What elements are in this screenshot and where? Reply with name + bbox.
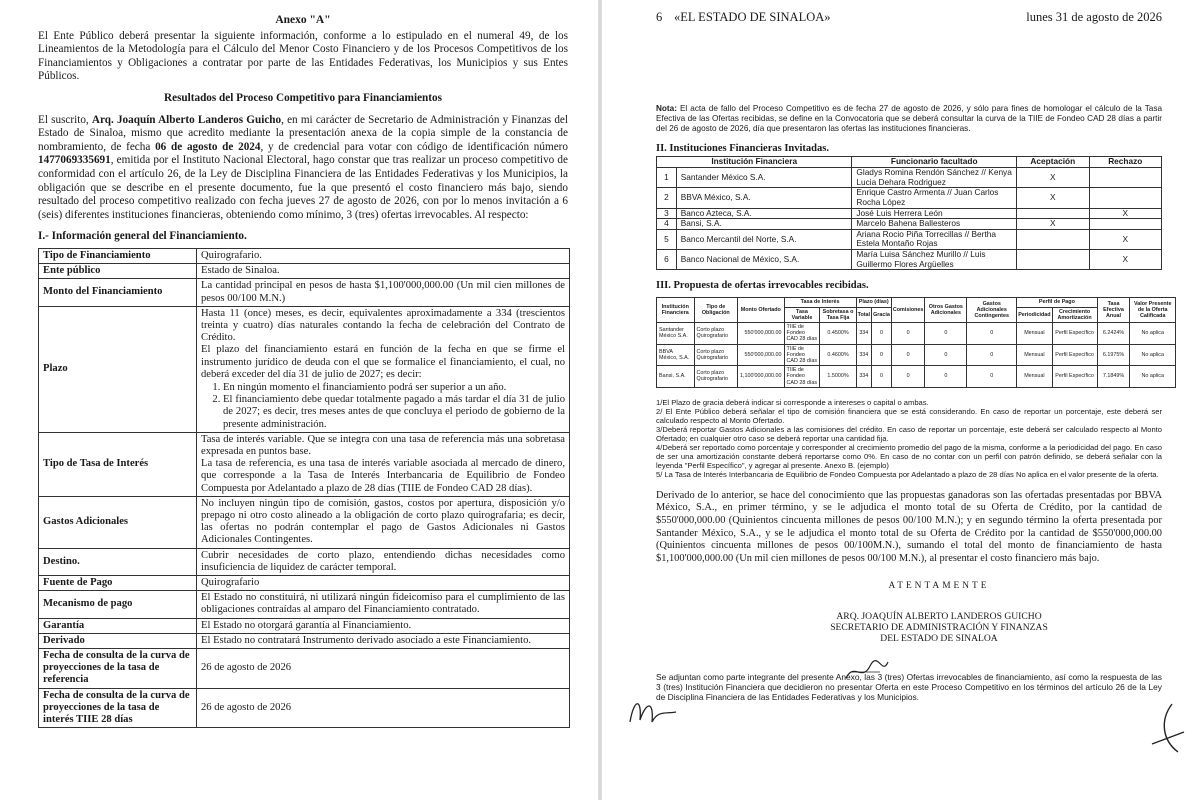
closing-label: ATENTAMENTE	[888, 581, 990, 592]
acceptance-mark	[1017, 229, 1089, 249]
left-page-content	[38, 14, 568, 728]
offer-present-value: No aplica	[1130, 344, 1176, 366]
acceptance-mark: X	[1017, 168, 1089, 188]
row-value: Quirografario.	[197, 248, 570, 263]
section-3-title: III. Propuesta de ofertas irrevocables recibidas.	[656, 280, 869, 292]
row-value: 26 de agosto de 2026	[197, 649, 570, 689]
statement-text-c: , y de credencial para votar con código de identificación número	[260, 140, 568, 153]
rejection-mark: X	[1089, 229, 1161, 249]
signature-block	[716, 611, 1162, 644]
table-row	[657, 188, 1162, 208]
authorized-officer: Ariana Rocio Piña Torrecillas // Bertha Estela Montaño Rojas	[852, 229, 1017, 249]
offer-type: Corto plazo Quirografario	[694, 322, 738, 344]
note-paragraph	[656, 104, 1162, 134]
statement-text-a: , en mi carácter de	[281, 113, 369, 126]
institution-name: BBVA México, S.A.	[676, 188, 852, 208]
offer-fees: 0	[891, 322, 925, 344]
offer-amount: 550'000,000.00	[738, 344, 785, 366]
offer-variable-rate: TIIE de Fondeo CAD 28 días	[784, 366, 820, 388]
rejection-mark: X	[1089, 249, 1161, 269]
table-row	[39, 688, 570, 728]
row-number: 4	[657, 219, 677, 230]
offer-effective-rate: 6.1975%	[1097, 344, 1130, 366]
column-header: Institución Financiera	[657, 298, 695, 323]
table-row	[39, 575, 570, 590]
row-key: Derivado	[39, 633, 197, 648]
table-row	[39, 279, 570, 306]
list-item: 2. El financiamiento debe quedar totalmente pagado a más tardar el día 31 de julio de 2027; es decir, tres meses antes de que concluya el periodo de gobierno de la presente administración.	[223, 394, 565, 431]
offer-effective-rate: 6.2424%	[1097, 322, 1130, 344]
section-1-title: I.- Información general del Financiamiento.	[38, 230, 247, 243]
footnote: 5/ La Tasa de Interés Interbancaria de Equilibrio de Fondeo Compuesta por Adelantado a plazo de 28 días No aplica en el valor presente de la oferta.	[656, 469, 1159, 479]
column-header: Tasa Variable	[784, 307, 820, 322]
column-header: Otros Gastos Adicionales	[925, 298, 967, 323]
initials-scribble-icon	[624, 692, 684, 732]
institution-name: Banco Mercantil del Norte, S.A.	[676, 229, 852, 249]
tasa-p1: Tasa de interés variable. Que se integra con una tasa de referencia más una sobretasa expresada en puntos base.	[201, 433, 565, 457]
row-key: Gastos Adicionales	[39, 496, 197, 548]
column-header: Gracia	[872, 307, 892, 322]
row-number: 6	[657, 249, 677, 269]
row-key: Destino.	[39, 548, 197, 575]
plazo-p2: El plazo del financiamiento estará en función de la fecha en que se firme el instrumento jurídico de deuda con el que se formalice el financiamiento, el cual, no deberá exceder del día 31 de julio de 2027; es decir:	[201, 344, 565, 380]
signer-name: Arq. Joaquín Alberto Landeros Guicho	[91, 113, 282, 126]
table-row	[39, 264, 570, 279]
acceptance-mark: X	[1017, 188, 1089, 208]
table-row	[657, 366, 1176, 388]
row-key: Plazo	[39, 306, 197, 432]
acceptance-mark: X	[1017, 219, 1089, 230]
table-row	[657, 168, 1162, 188]
annex-note: Se adjuntan como parte integrante del presente Anexo, las 3 (tres) Ofertas irrevocables de financiamiento, así como la respuesta de las 3 (tres) Institución Financiera que decidieron no presentar Oferta en este Proceso Competitivo en los términos del artículo 26 de la Ley de Disciplina Financiera de las Entidades Federativas y los Municipios.	[656, 671, 1162, 702]
offer-periodicity: Mensual	[1017, 366, 1052, 388]
row-value: Estado de Sinaloa.	[197, 264, 570, 279]
row-value: El Estado no contratará Instrumento derivado asociado a este Financiamiento.	[197, 633, 570, 648]
row-key: Garantía	[39, 618, 197, 633]
table-row	[657, 249, 1162, 269]
offer-amortization-growth: Perfil Específico	[1052, 366, 1097, 388]
plazo-p1: Hasta 11 (once) meses, es decir, equivalentes aproximadamente a 334 (trescientos treinta y cuatro) días naturales contando la fecha de celebración del Contrato de Crédito.	[201, 307, 565, 344]
acceptance-mark	[1017, 249, 1089, 269]
section-2-title: II. Instituciones Financieras Invitadas.	[656, 143, 829, 154]
column-header: Plazo (días)	[856, 298, 891, 307]
note-text: El acta de fallo del Proceso Competitivo es de fecha 27 de agosto de 2026, y sólo para fines de homologar el cálculo de la Tasa Efectiva de las Ofertas recibidas, se define en la Convocatoria que se deberá consultar la curva de la TIIE de Fondeo CAD 28 días a partir del 26 de agosto de 2026, día que presentaron las ofertas las instituciones financieras.	[656, 104, 1162, 133]
offer-amount: 550'000,000.00	[738, 322, 785, 344]
table-header-row	[657, 157, 1162, 168]
column-header: Institución Financiera	[657, 157, 852, 168]
offer-periodicity: Mensual	[1017, 344, 1052, 366]
column-header: Crecimiento Amortización	[1052, 307, 1097, 322]
offer-amortization-growth: Perfil Específico	[1052, 322, 1097, 344]
row-value	[197, 306, 570, 432]
table-row	[39, 306, 570, 432]
authorized-officer: Gladys Romina Rendón Sánchez // Kenya Lucia Dehara Rodriguez	[852, 168, 1017, 188]
footnote: 3/Deberá reportar Gastos Adicionales a las comisiones del crédito. En caso de reportar un porcentaje, este deberá ser calculado respecto al Monto Ofertado; en cualquier otro caso se deberá reportar una cantidad fija.	[656, 424, 1162, 443]
column-header: Funcionario facultado	[852, 157, 1017, 168]
conclusion-paragraph: Derivado de lo anterior, se hace del conocimiento que las propuestas ganadoras son las ofertadas presentadas por BBVA México, S.A., en primer término, y se le adjudica el monto total de su Oferta de Crédito, por la cantidad de $550'000,000.00 (Quinientos cincuenta millones de pesos 00/100 M.N.); y en segundo término la oferta presentada por Santander México, S.A., y se le adjudica el monto total de su Oferta de Crédito por la cantidad de $550'000,000.00 (Quinientos cincuenta millones de pesos 00/100M.N.), sumando el total del monto de financiamiento de hasta $1,100'000,000.00 (Un mil cien millones de pesos 00/100 M.N.), al presentar el costo financiero más bajo.	[656, 489, 1162, 564]
row-value: Quirografario	[197, 575, 570, 590]
footnotes	[656, 398, 1162, 479]
table-row	[657, 344, 1176, 366]
table-row	[39, 548, 570, 575]
table-row	[657, 208, 1162, 219]
table-row	[39, 591, 570, 618]
table-row	[39, 248, 570, 263]
column-header: Monto Ofertado	[738, 298, 785, 323]
offer-grace: 0	[872, 344, 892, 366]
rejection-mark	[1089, 188, 1161, 208]
column-header: Comisiones	[891, 298, 925, 323]
column-header: Total	[856, 307, 871, 322]
row-number: 1	[657, 168, 677, 188]
offer-term-total: 334	[856, 366, 871, 388]
signer-name: ARQ. JOAQUÍN ALBERTO LANDEROS GUICHO	[836, 610, 1042, 622]
offer-grace: 0	[872, 322, 892, 344]
offer-other-costs: 0	[925, 366, 967, 388]
intro-paragraph: El Ente Público deberá presentar la siguiente información, conforme a lo estipulado en el numeral 49, de los Lineamientos de la Metodología para el Cálculo del Menor Costo Financiero y de los Procesos Competitivos de los Financiamientos y Obligaciones a contratar por parte de las Entidades Federativas, los Municipios y sus Entes Públicos.	[38, 29, 568, 83]
table-row	[39, 649, 570, 689]
offer-grace: 0	[872, 366, 892, 388]
column-header: Aceptación	[1017, 157, 1089, 168]
statement-text-pre: El suscrito,	[38, 113, 92, 126]
row-value: El Estado no constituirá, ni utilizará ningún fideicomiso para el cumplimiento de las obligaciones contraídas al amparo del Financiamiento contratado.	[197, 591, 570, 618]
offer-fees: 0	[891, 366, 925, 388]
signer-entity: DEL ESTADO DE SINALOA	[880, 632, 998, 644]
row-number: 3	[657, 208, 677, 219]
row-key: Fecha de consulta de la curva de proyecciones de la tasa de interés TIIE 28 días	[39, 688, 197, 728]
column-header: Gastos Adicionales Contingentes	[967, 298, 1017, 323]
appointment-date: 06 de agosto de 2024	[155, 140, 261, 153]
offer-amount: 1,100'000,000.00	[738, 366, 785, 388]
offer-contingent-costs: 0	[967, 366, 1017, 388]
authorized-officer: María Luisa Sánchez Murillo // Luis Guillermo Flores Argüelles	[852, 249, 1017, 269]
page-number: 6	[656, 10, 663, 24]
acceptance-mark	[1017, 208, 1089, 219]
offer-fees: 0	[891, 344, 925, 366]
financing-info-table	[38, 248, 570, 728]
table-row	[657, 322, 1176, 344]
row-value: Cubrir necesidades de corto plazo, entendiendo dichas necesidades como insuficiencia de liquidez de carácter temporal.	[197, 548, 570, 575]
authorized-officer: Enrique Castro Armenta // Juan Carlos Rocha López	[852, 188, 1017, 208]
institution-name: Santander México S.A.	[676, 168, 852, 188]
offer-spread: 0.4600%	[820, 344, 856, 366]
footnote: 2/ El Ente Público deberá señalar el tipo de comisión financiera que se está considerando. En caso de reportar un porcentaje, este deberá ser calculado respecto al Monto Ofertado.	[656, 406, 1162, 425]
institutions-table	[656, 156, 1162, 270]
offer-type: Corto plazo Quirografario	[694, 344, 738, 366]
offer-other-costs: 0	[925, 344, 967, 366]
footnote: 4/Deberá ser reportado como porcentaje y corresponder al crecimiento promedio del pago de la misma, conforme a la periodicidad del pago. En caso de ser una amortización constante deberá reportarse como 0%. En caso de no contar con un perfil con patrón definido, se deberá señalar con la leyenda "Perfil Específico", y agregar al presente. Anexo B. (ejemplo)	[656, 442, 1162, 470]
statement-paragraph	[38, 114, 568, 223]
row-key: Mecanismo de pago	[39, 591, 197, 618]
table-row	[39, 432, 570, 496]
publication-date: lunes 31 de agosto de 2026	[1026, 10, 1162, 24]
offer-effective-rate: 7.1849%	[1097, 366, 1130, 388]
row-value: El Estado no otorgará garantía al Financiamiento.	[197, 618, 570, 633]
signer-role: Secretario de Administración y Finanzas del Estado de Sinaloa	[38, 113, 568, 140]
row-value	[197, 432, 570, 496]
offer-variable-rate: TIIE de Fondeo CAD 28 días	[784, 344, 820, 366]
row-value: No incluyen ningún tipo de comisión, gastos, costos por apertura, disposición y/o prepago ni otro costo alineado a la obligación de corto plazo quirografaria; es decir, las ofertas no podrán contemplar el pago de Gastos Adicionales ni Gastos Adicionales Contingentes.	[197, 496, 570, 548]
statement-text-b: , mismo que acredito mediante la presentación anexa de la copia simple de la constancia de nombramiento, de fecha	[38, 127, 568, 153]
table-row	[39, 496, 570, 548]
initials-scribble-icon	[1142, 700, 1190, 760]
authorized-officer: José Luis Herrera León	[852, 208, 1017, 219]
offer-type: Corto plazo Quirografario	[694, 366, 738, 388]
right-page-content	[656, 104, 1172, 702]
rejection-mark	[1089, 168, 1161, 188]
left-page	[0, 0, 598, 800]
right-page	[602, 0, 1200, 800]
row-key: Tipo de Tasa de Interés	[39, 432, 197, 496]
rejection-mark: X	[1089, 208, 1161, 219]
statement-text-d: , emitida por el Instituto Nacional Electoral, hago constar que tras realizar un proceso competitivo de conformidad con el artículo 26, de la Ley de Disciplina Financiera de las Entidades Federativas y los Municipios, la obligación que se describe en el presente documento, fue la que presentó el costo financiero más bajo, siendo resultado del proceso competitivo realizado con fecha jueves 27 de agosto de 2026, con por lo menos invitación a 6 (seis) diferentes instituciones financieras, obteniendo como mínimo, 3 (tres) ofertas irrevocables. Al respecto:	[38, 154, 568, 221]
column-header: Tasa de Interés	[784, 298, 856, 307]
offer-variable-rate: TIIE de Fondeo CAD 28 días	[784, 322, 820, 344]
table-header-row	[657, 298, 1176, 307]
institution-name: Banco Nacional de México, S.A.	[676, 249, 852, 269]
signer-title: SECRETARIO DE ADMINISTRACIÓN Y FINANZAS	[830, 621, 1048, 633]
offer-present-value: No aplica	[1130, 366, 1176, 388]
row-key: Fecha de consulta de la curva de proyecciones de la tasa de referencia	[39, 649, 197, 689]
column-header: Perfil de Pago	[1017, 298, 1097, 307]
row-value: 26 de agosto de 2026	[197, 688, 570, 728]
offer-spread: 1.5000%	[820, 366, 856, 388]
signature-scribble-icon	[842, 656, 892, 686]
table-row	[657, 229, 1162, 249]
offer-institution: Santander México S.A.	[657, 322, 695, 344]
note-label: Nota:	[656, 104, 677, 113]
table-row	[39, 633, 570, 648]
column-header: Valor Presente de la Oferta Calificada	[1130, 298, 1176, 323]
footnote: 1/El Plazo de gracia deberá indicar si corresponde a intereses o capital o ambas.	[656, 397, 929, 407]
results-title: Resultados del Proceso Competitivo para Financiamientos	[164, 91, 442, 104]
column-header: Tipo de Obligación	[694, 298, 738, 323]
plazo-list	[223, 382, 565, 431]
publication-name: «EL ESTADO DE SINALOA»	[674, 10, 831, 24]
offer-amortization-growth: Perfil Específico	[1052, 344, 1097, 366]
row-number: 5	[657, 229, 677, 249]
annex-title: Anexo "A"	[275, 14, 331, 26]
offers-table	[656, 297, 1176, 387]
offer-other-costs: 0	[925, 322, 967, 344]
column-header: Rechazo	[1089, 157, 1161, 168]
offer-term-total: 334	[856, 322, 871, 344]
column-header: Sobretasa o Tasa Fija	[820, 307, 856, 322]
column-header: Tasa Efectiva Anual	[1097, 298, 1130, 323]
row-value: La cantidad principal en pesos de hasta $1,100'000,000.00 (Un mil cien millones de pesos 00/100 M.N.)	[197, 279, 570, 306]
id-number: 1477069335691	[38, 154, 111, 167]
row-number: 2	[657, 188, 677, 208]
table-row	[657, 219, 1162, 230]
offer-institution: Bansi, S.A.	[657, 366, 695, 388]
offer-present-value: No aplica	[1130, 322, 1176, 344]
row-key: Fuente de Pago	[39, 575, 197, 590]
institution-name: Banco Azteca, S.A.	[676, 208, 852, 219]
offer-contingent-costs: 0	[967, 344, 1017, 366]
offer-spread: 0.4500%	[820, 322, 856, 344]
institution-name: Bansi, S.A.	[676, 219, 852, 230]
authorized-officer: Marcelo Bahena Ballesteros	[852, 219, 1017, 230]
rejection-mark	[1089, 219, 1161, 230]
column-header: Periodicidad	[1017, 307, 1052, 322]
offer-institution: BBVA México, S.A.	[657, 344, 695, 366]
row-key: Tipo de Financiamiento	[39, 248, 197, 263]
row-key: Monto del Financiamiento	[39, 279, 197, 306]
offer-term-total: 334	[856, 344, 871, 366]
offer-periodicity: Mensual	[1017, 322, 1052, 344]
offer-contingent-costs: 0	[967, 322, 1017, 344]
list-item: 1. En ningún momento el financiamiento podrá ser superior a un año.	[223, 382, 565, 394]
table-row	[39, 618, 570, 633]
tasa-p2: La tasa de referencia, es una tasa de interés variable asociada al mercado de dinero, que corresponde a la Tasa de Interés Interbancaria de Equilibrio de Fondeo Compuesta por Adelantado a plazo de 28 días (TIIE de Fondeo CAD 28 días).	[201, 458, 565, 494]
row-key: Ente público	[39, 264, 197, 279]
